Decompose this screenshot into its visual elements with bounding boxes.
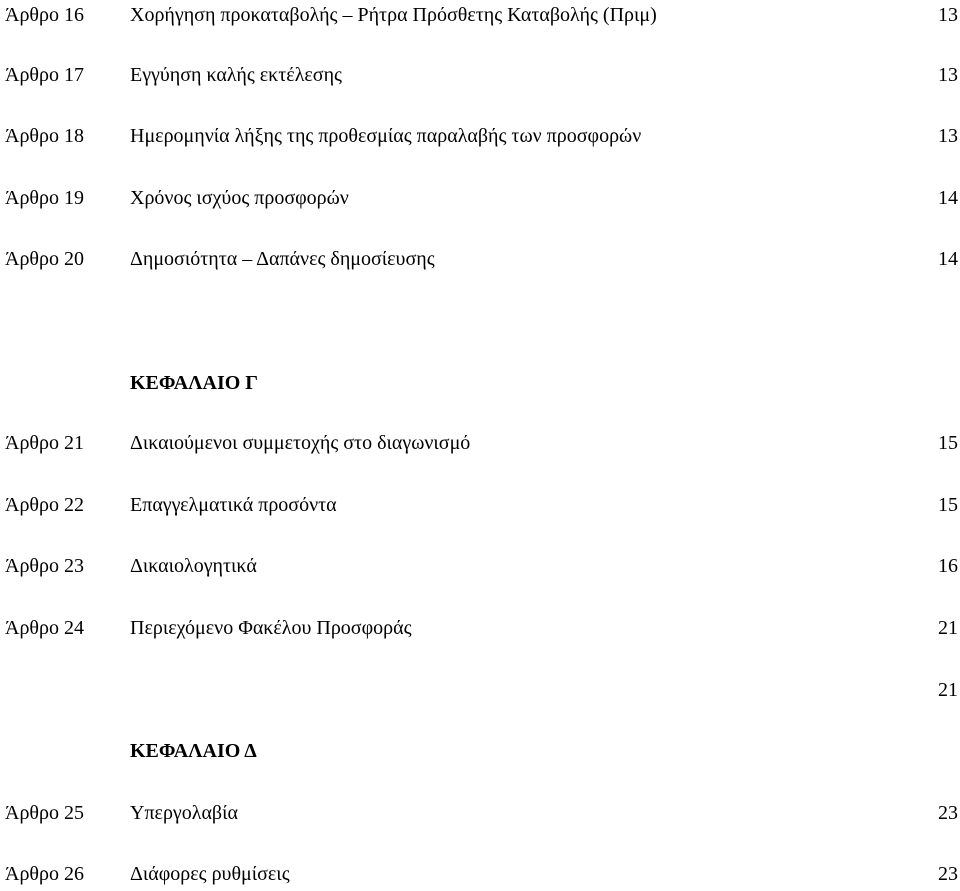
toc-page-number: 13 <box>938 4 958 26</box>
toc-entry-title: Χρόνος ισχύος προσφορών <box>130 187 349 209</box>
toc-article-number: Άρθρο 26 <box>5 863 84 885</box>
toc-article-number: Άρθρο 18 <box>5 125 84 147</box>
toc-entry-title: Διάφορες ρυθμίσεις <box>130 863 290 885</box>
chapter-heading: ΚΕΦΑΛΑΙΟ Δ <box>130 740 257 762</box>
toc-article-number: Άρθρο 16 <box>5 4 84 26</box>
toc-entry-title: Εγγύηση καλής εκτέλεσης <box>130 64 342 86</box>
toc-page-number: 21 <box>938 679 958 701</box>
toc-row <box>0 613 960 643</box>
toc-page-number: 14 <box>938 187 958 209</box>
toc-article-number: Άρθρο 19 <box>5 187 84 209</box>
toc-page-number: 23 <box>938 863 958 885</box>
toc-page-number: 16 <box>938 555 958 577</box>
toc-row <box>0 244 960 274</box>
toc-row <box>0 675 960 705</box>
toc-row <box>0 183 960 213</box>
toc-article-number: Άρθρο 21 <box>5 432 84 454</box>
toc-entry-title: Χορήγηση προκαταβολής – Ρήτρα Πρόσθετης Καταβολής (Πριμ) <box>130 4 657 26</box>
toc-page-number: 13 <box>938 125 958 147</box>
chapter-heading: ΚΕΦΑΛΑΙΟ Γ <box>130 372 259 394</box>
toc-page-number: 15 <box>938 494 958 516</box>
toc-page-number: 21 <box>938 617 958 639</box>
toc-article-number: Άρθρο 24 <box>5 617 84 639</box>
toc-entry-title: Περιεχόμενο Φακέλου Προσφοράς <box>130 617 412 639</box>
toc-row <box>0 0 960 30</box>
toc-entry-title: Δικαιούμενοι συμμετοχής στο διαγωνισμό <box>130 432 471 454</box>
toc-row <box>0 121 960 151</box>
toc-entry-title: Ημερομηνία λήξης της προθεσμίας παραλαβής των προσφορών <box>130 125 642 147</box>
toc-page-number: 14 <box>938 248 958 270</box>
toc-entry-title: Δημοσιότητα – Δαπάνες δημοσίευσης <box>130 248 435 270</box>
toc-article-number: Άρθρο 25 <box>5 802 84 824</box>
toc-entry-title: Υπεργολαβία <box>130 802 238 824</box>
toc-row <box>0 60 960 90</box>
toc-article-number: Άρθρο 17 <box>5 64 84 86</box>
toc-row <box>0 859 960 889</box>
toc-page-number: 15 <box>938 432 958 454</box>
toc-article-number: Άρθρο 20 <box>5 248 84 270</box>
toc-page-number: 13 <box>938 64 958 86</box>
toc-page-number: 23 <box>938 802 958 824</box>
toc-article-number: Άρθρο 22 <box>5 494 84 516</box>
toc-row <box>0 428 960 458</box>
toc-entry-title: Δικαιολογητικά <box>130 555 257 577</box>
toc-article-number: Άρθρο 23 <box>5 555 84 577</box>
toc-entry-title: Επαγγελματικά προσόντα <box>130 494 337 516</box>
toc-row <box>0 490 960 520</box>
toc-row <box>0 798 960 828</box>
toc-row <box>0 551 960 581</box>
